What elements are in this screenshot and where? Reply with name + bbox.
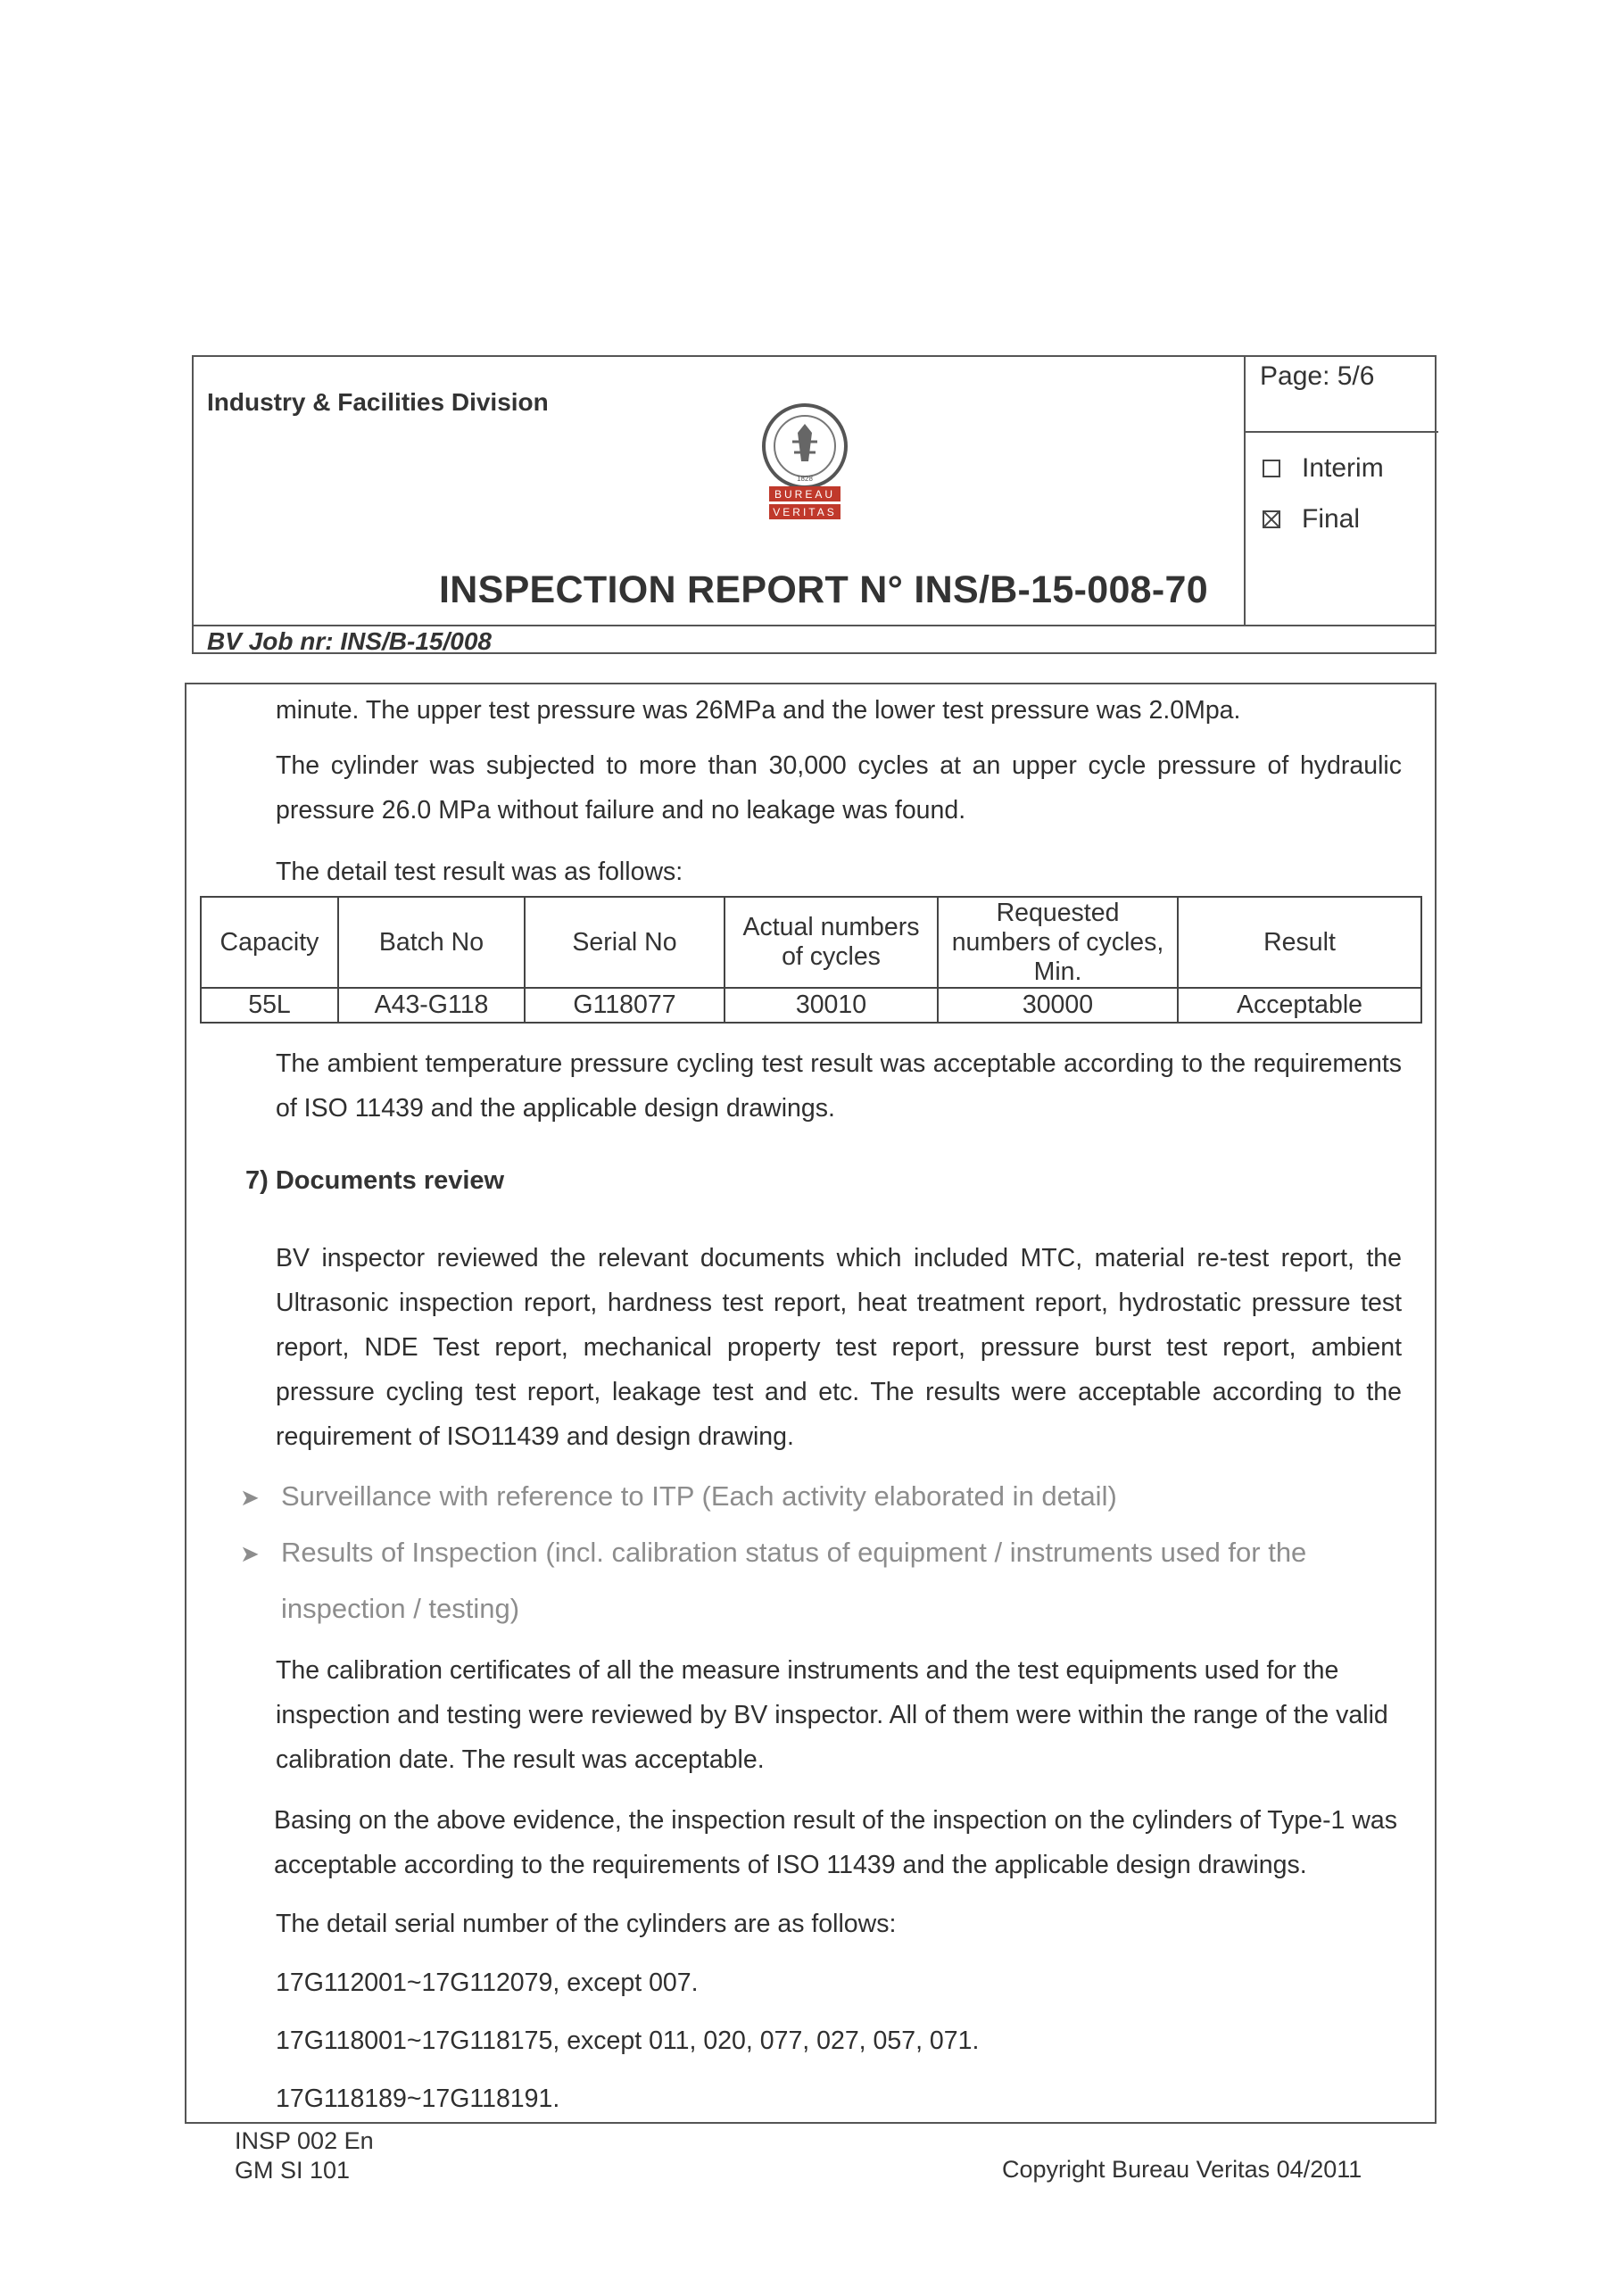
section-heading: 7) Documents review: [245, 1166, 505, 1195]
report-title: INSPECTION REPORT N° INS/B-15-008-70: [439, 568, 1208, 611]
status-interim: [1263, 453, 1384, 484]
column-header: Serial No: [525, 897, 725, 988]
job-number: BV Job nr: INS/B-15/008: [207, 627, 492, 655]
column-header: Actual numbers of cycles: [725, 897, 938, 988]
paragraph: BV inspector reviewed the relevant documents which included MTC, material re-test report, the Ultrasonic inspection report, hardness test report, heat treatment report, hydrostatic pressure test report, NDE Test report, mechanical property test report, pressure burst test report, ambient pressure cycling test report, leakage test and etc. The results were acceptable according to the requirement of ISO11439 and design drawing.: [276, 1244, 1402, 1451]
logo-text: BUREAU: [774, 488, 836, 501]
header-divider: [1244, 431, 1438, 433]
column-header: Requested numbers of cycles, Min.: [938, 897, 1178, 988]
serial-range: 17G118001~17G118175, except 011, 020, 077, 027, 057, 071.: [276, 2027, 980, 2055]
table-cell: 30010: [725, 988, 938, 1023]
logo-text: VERITAS: [773, 506, 837, 518]
page-number: Page: 5/6: [1260, 361, 1375, 391]
paragraph: The detail serial number of the cylinders are as follows:: [276, 1910, 897, 1938]
test-result-table: [200, 896, 1422, 1024]
copyright: Copyright Bureau Veritas 04/2011: [1002, 2156, 1362, 2183]
header-divider: [194, 625, 1435, 626]
status-label: Final: [1302, 504, 1361, 534]
serial-range: 17G112001~17G112079, except 007.: [276, 1969, 699, 1997]
column-header: Capacity: [201, 897, 338, 988]
column-header: Result: [1178, 897, 1421, 988]
arrow-bullet-icon: ➤: [240, 1484, 260, 1511]
unchecked-box-icon: [1263, 460, 1280, 477]
bullet-item: [240, 1526, 1306, 1580]
bullet-text: Results of Inspection (incl. calibration status of equipment / instruments used for the: [281, 1537, 1307, 1568]
form-code: [235, 2126, 374, 2185]
division-name: Industry & Facilities Division: [207, 388, 549, 416]
paragraph: The calibration certificates of all the measure instruments and the test equipments used for the inspection and testing were reviewed by BV inspector. All of them were within the range of the valid calibration date. The result was acceptable.: [276, 1656, 1388, 1774]
bullet-item: [240, 1470, 1117, 1524]
table-header-row: [201, 897, 1421, 988]
table-row: [201, 988, 1421, 1023]
status-final: [1263, 504, 1360, 535]
arrow-bullet-icon: ➤: [240, 1540, 260, 1567]
paragraph: The ambient temperature pressure cycling test result was acceptable according to the requirements of ISO 11439 and the applicable design drawings.: [276, 1049, 1402, 1123]
table-cell: A43-G118: [338, 988, 525, 1023]
form-ref-line: GM SI 101: [235, 2157, 351, 2184]
paragraph: The detail test result was as follows:: [276, 858, 683, 886]
column-header: Batch No: [338, 897, 525, 988]
serial-range: 17G118189~17G118191.: [276, 2085, 560, 2113]
table-cell: Acceptable: [1178, 988, 1421, 1023]
paragraph: minute. The upper test pressure was 26MPa and the lower test pressure was 2.0Mpa.: [276, 696, 1241, 725]
paragraph: The cylinder was subjected to more than 30,000 cycles at an upper cycle pressure of hydraulic pressure 26.0 MPa without failure and no leakage was found.: [276, 751, 1402, 825]
bureau-veritas-logo: [742, 397, 867, 531]
form-code-line: INSP 002 En: [235, 2127, 374, 2154]
bullet-text-continued: inspection / testing): [281, 1593, 520, 1624]
status-label: Interim: [1302, 453, 1384, 483]
report-header: [192, 355, 1437, 654]
report-body: [185, 683, 1437, 2124]
logo-year: 1828: [797, 475, 813, 483]
paragraph: Basing on the above evidence, the inspection result of the inspection on the cylinders of Type-1 was acceptable according to the requirements of ISO 11439 and the applicable design drawings.: [274, 1806, 1398, 1879]
table-cell: 55L: [201, 988, 338, 1023]
table-cell: G118077: [525, 988, 725, 1023]
header-divider: [1244, 357, 1246, 625]
checked-box-icon: [1263, 510, 1280, 528]
bullet-text: Surveillance with reference to ITP (Each activity elaborated in detail): [281, 1480, 1117, 1512]
table-cell: 30000: [938, 988, 1178, 1023]
